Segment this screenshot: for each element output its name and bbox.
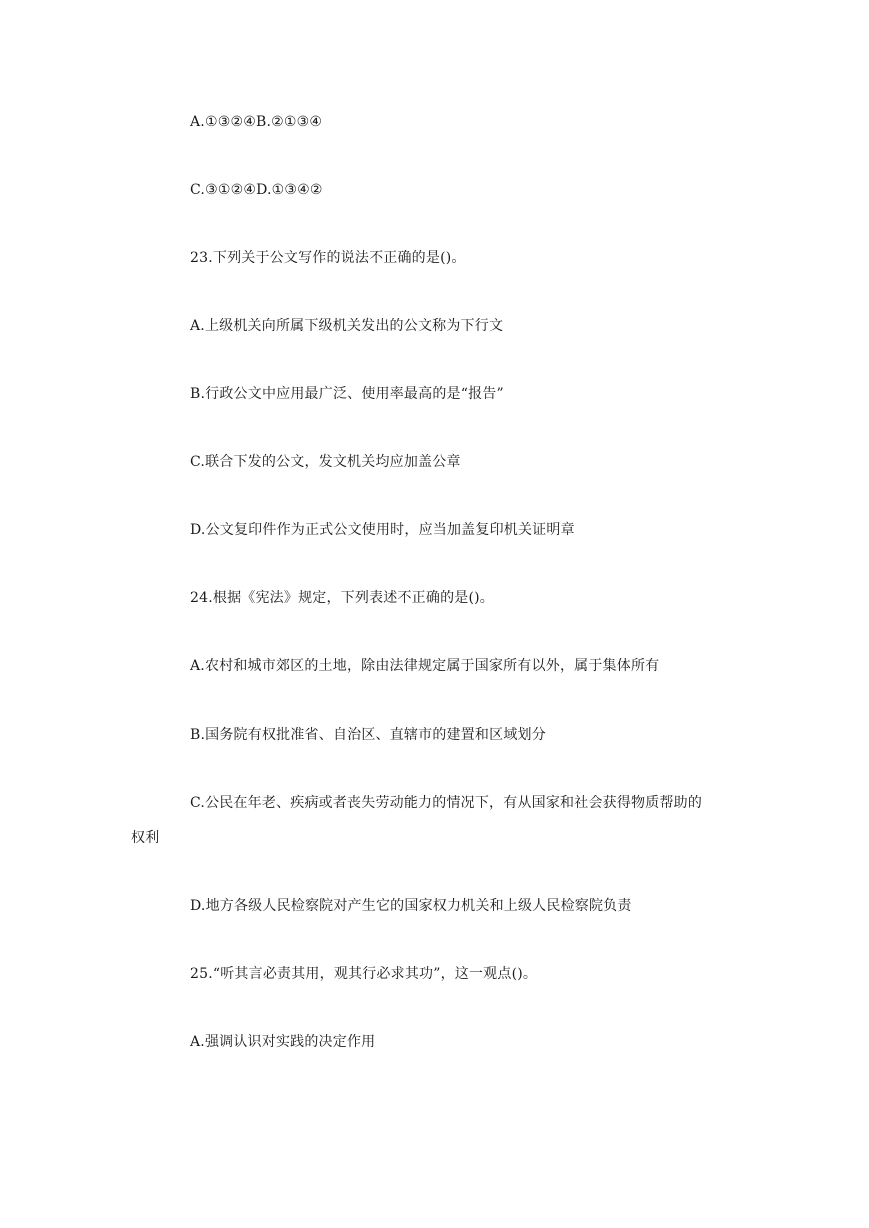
question-25-option-a: A.强调认识对实践的决定作用	[190, 1034, 376, 1050]
question-22-options-ab: A.①③②④B.②①③④	[190, 114, 323, 130]
question-24-option-b: B.国务院有权批准省、自治区、直辖市的建置和区域划分	[190, 727, 546, 743]
question-23-option-b: B.行政公文中应用最广泛、使用率最高的是“报告”	[190, 386, 504, 402]
question-23-option-c: C.联合下发的公文，发文机关均应加盖公章	[190, 454, 461, 470]
question-24-stem: 24.根据《宪法》规定，下列表述不正确的是()。	[190, 590, 494, 606]
question-24-option-a: A.农村和城市郊区的土地，除由法律规定属于国家所有以外，属于集体所有	[190, 658, 660, 674]
question-25-stem: 25.“听其言必责其用，观其行必求其功”，这一观点()。	[190, 966, 538, 982]
question-22-options-cd: C.③①②④D.①③④②	[190, 182, 323, 198]
question-23-option-a: A.上级机关向所属下级机关发出的公文称为下行文	[190, 318, 504, 334]
question-24-option-d: D.地方各级人民检察院对产生它的国家权力机关和上级人民检察院负责	[190, 898, 632, 914]
question-23-option-d: D.公文复印件作为正式公文使用时，应当加盖复印机关证明章	[190, 522, 575, 538]
question-24-option-c: C.公民在年老、疾病或者丧失劳动能力的情况下，有从国家和社会获得物质帮助的	[190, 795, 703, 811]
question-24-option-c-continued: 权利	[131, 830, 160, 846]
question-23-stem: 23.下列关于公文写作的说法不正确的是()。	[190, 250, 466, 266]
